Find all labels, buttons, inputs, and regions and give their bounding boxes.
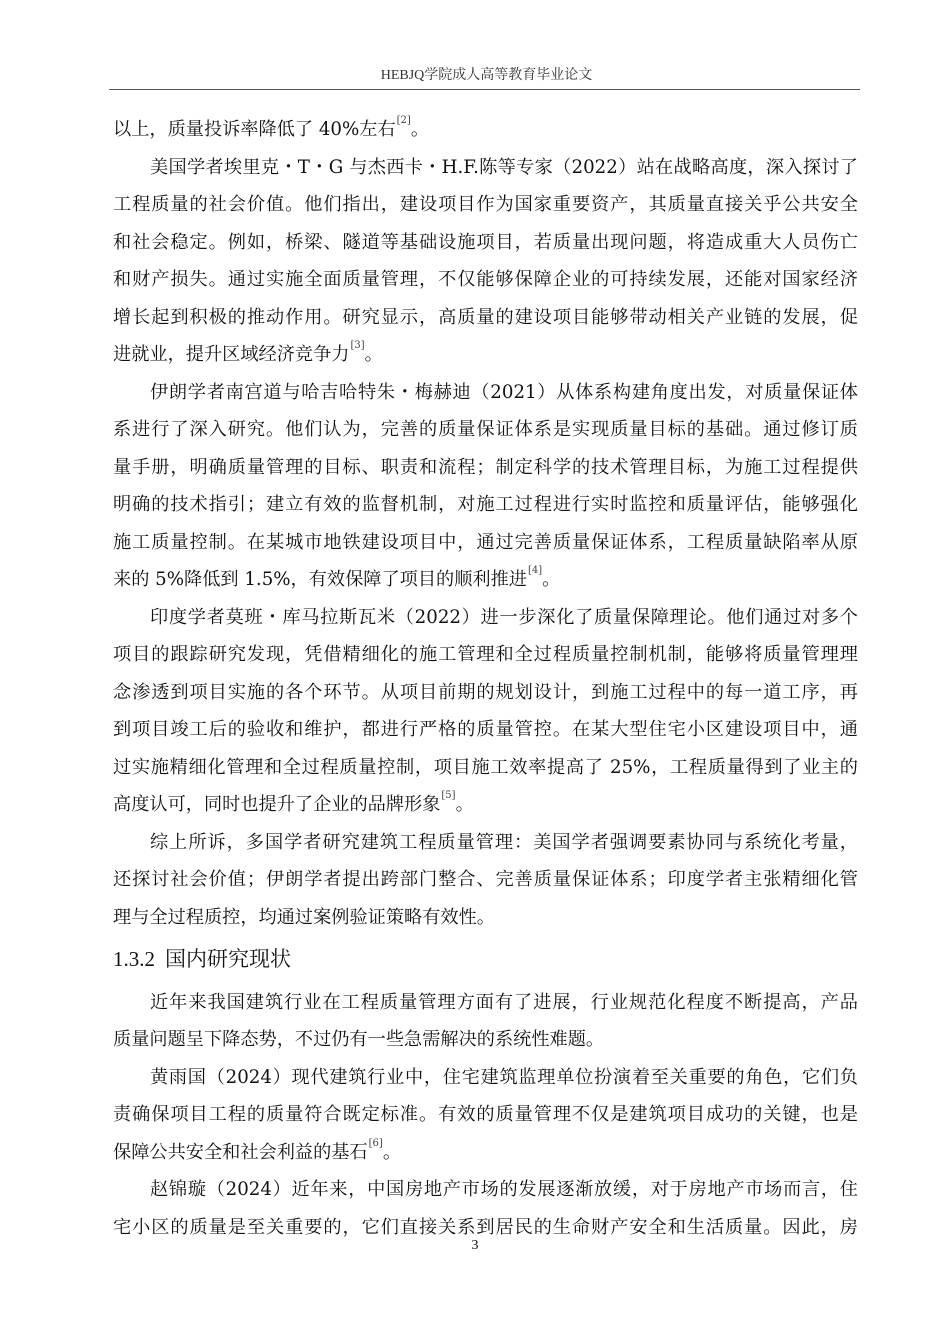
line-tail: 。 [382, 1141, 402, 1163]
section-title: 国内研究现状 [165, 947, 291, 971]
line-text: 施工质量控制。在某城市地铁建设项目中，通过完善质量保证体系，工程质量缺陷率从原 [113, 531, 858, 553]
line-text: 进就业，提升区域经济竞争力 [113, 344, 350, 365]
paragraph [113, 111, 858, 149]
text-line [113, 861, 858, 899]
text-line [113, 411, 858, 449]
line-text: 到项目竣工后的验收和维护，都进行严格的质量管控。在某大型住宅小区建设项目中，通 [113, 719, 858, 740]
line-text: 系进行了深入研究。他们认为，完善的质量保证体系是实现质量目标的基础。通过修订质 [113, 419, 858, 440]
text-line [113, 824, 858, 862]
paragraph [113, 599, 858, 824]
paragraph [113, 1171, 858, 1246]
text-line [113, 749, 858, 787]
header-divider [109, 89, 860, 90]
line-text: 印度学者莫班・库马拉斯瓦米（2022）进一步深化了质量保障理论。他们通过对多个 [150, 606, 858, 628]
text-line [113, 1059, 858, 1097]
paragraph [113, 149, 858, 374]
line-text: 质量问题呈下降态势，不过仍有一些急需解决的系统性难题。 [113, 1029, 605, 1050]
citation-ref[interactable]: [4] [528, 565, 543, 576]
text-line [113, 1021, 858, 1059]
line-text: 理与全过程质控，均通过案例验证策略有效性。 [113, 906, 495, 928]
text-line [113, 561, 858, 599]
line-text: 以上，质量投诉率降低了 40%左右 [113, 119, 396, 140]
line-text: 保障公共安全和社会利益的基石 [113, 1141, 368, 1163]
line-text: 项目的跟踪研究发现，凭借精细化的施工管理和全过程质量控制机制，能够将质量管理理 [113, 644, 858, 665]
text-line [113, 674, 858, 712]
text-line [113, 899, 858, 937]
text-line [113, 711, 858, 749]
text-line [113, 374, 858, 412]
line-tail: 。 [410, 119, 430, 140]
text-line [113, 186, 858, 224]
document-body [113, 111, 858, 1246]
text-line [113, 1096, 858, 1134]
line-tail: 。 [364, 344, 383, 365]
line-text: 近年来我国建筑行业在工程质量管理方面有了进展，行业规范化程度不断提高，产品 [150, 991, 858, 1013]
text-line [113, 224, 858, 262]
line-text: 伊朗学者南宫道与哈吉哈特朱・梅赫迪（2021）从体系构建角度出发，对质量保证体 [150, 381, 858, 403]
text-line [113, 261, 858, 299]
citation-ref[interactable]: [2] [396, 115, 411, 126]
text-line [113, 636, 858, 674]
citation-ref[interactable]: [5] [441, 790, 456, 801]
text-line [113, 486, 858, 524]
line-text: 宅小区的质量是至关重要的，它们直接关系到居民的生命财产安全和生活质量。因此，房 [113, 1216, 858, 1238]
line-text: 增长起到积极的推动作用。研究显示，高质量的建设项目能够带动相关产业链的发展，促 [113, 306, 858, 328]
paragraph [113, 984, 858, 1059]
line-text: 过实施精细化管理和全过程质量控制，项目施工效率提高了 25%，工程质量得到了业主的 [113, 756, 858, 778]
paragraph [113, 824, 858, 937]
line-text: 来的 5%降低到 1.5%，有效保障了项目的顺利推进 [113, 569, 527, 590]
paragraph [113, 1059, 858, 1172]
line-tail: 。 [542, 569, 561, 590]
line-text: 明确的技术指引；建立有效的监督机制，对施工过程进行实时监控和质量评估，能够强化 [113, 494, 858, 515]
line-text: 赵锦璇（2024）近年来，中国房地产市场的发展逐渐放缓，对于房地产市场而言，住 [150, 1179, 858, 1200]
paragraph [113, 374, 858, 599]
text-line [113, 524, 858, 562]
text-line [113, 299, 858, 337]
page-number: 3 [471, 1238, 479, 1253]
text-line [113, 786, 858, 824]
citation-ref[interactable]: [6] [368, 1137, 383, 1149]
line-text: 责确保项目工程的质量符合既定标准。有效的质量管理不仅是建筑项目成功的关键，也是 [113, 1104, 858, 1125]
section-heading [113, 936, 858, 984]
text-line [113, 599, 858, 637]
text-line [113, 336, 858, 374]
section-number: 1.3.2 [113, 947, 155, 971]
text-line [113, 984, 858, 1022]
line-text: 高度认可，同时也提升了企业的品牌形象 [113, 794, 441, 815]
text-line [113, 449, 858, 487]
line-text: 黄雨国（2024）现代建筑行业中，住宅建筑监理单位扮演着至关重要的角色，它们负 [150, 1066, 858, 1088]
text-line [113, 1171, 858, 1209]
line-text: 念渗透到项目实施的各个环节。从项目前期的规划设计，到施工过程中的每一道工序，再 [113, 681, 858, 703]
line-text: 和财产损失。通过实施全面质量管理，不仅能够保障企业的可持续发展，还能对国家经济 [113, 269, 858, 290]
citation-ref[interactable]: [3] [350, 340, 365, 351]
line-text: 和社会稳定。例如，桥梁、隧道等基础设施项目，若质量出现问题，将造成重大人员伤亡 [113, 231, 858, 253]
line-text: 综上所诉，多国学者研究建筑工程质量管理：美国学者强调要素协同与系统化考量， [150, 831, 858, 853]
running-header: HEBJQ学院成人高等教育毕业论文 [380, 68, 593, 83]
line-text: 还探讨社会价值；伊朗学者提出跨部门整合、完善质量保证体系；印度学者主张精细化管 [113, 869, 858, 890]
line-text: 量手册，明确质量管理的目标、职责和流程；制定科学的技术管理目标，为施工过程提供 [113, 456, 858, 478]
text-line [113, 1134, 858, 1172]
text-line [113, 111, 858, 149]
line-text: 工程质量的社会价值。他们指出，建设项目作为国家重要资产，其质量直接关乎公共安全 [113, 194, 858, 215]
line-text: 美国学者埃里克・T・G 与杰西卡・H.F.陈等专家（2022）站在战略高度，深入探讨了 [150, 156, 858, 178]
text-line [113, 149, 858, 187]
line-tail: 。 [455, 794, 474, 815]
